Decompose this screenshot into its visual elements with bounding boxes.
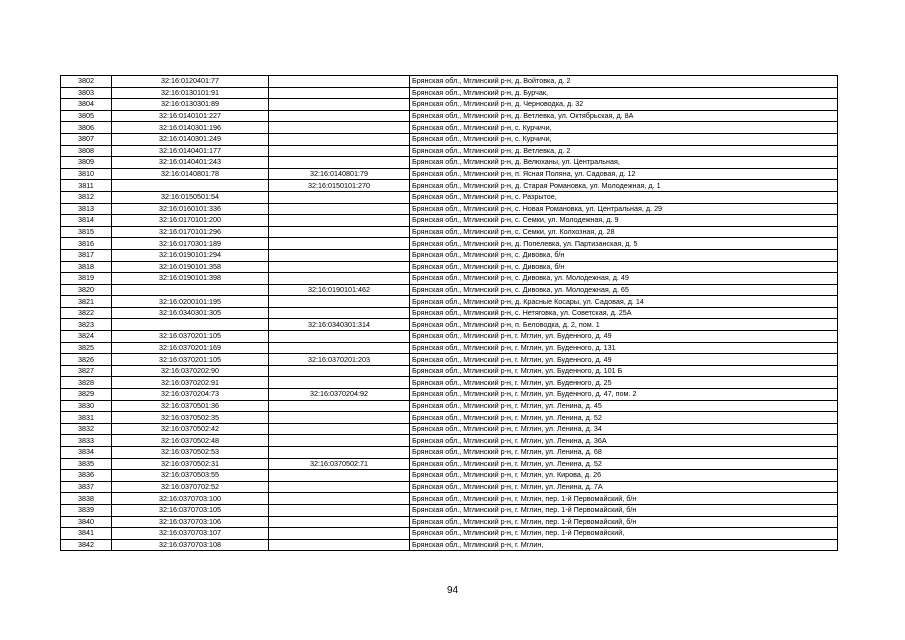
related-cadastral-number [269, 365, 410, 377]
related-cadastral-number: 32:16:0340301:314 [269, 319, 410, 331]
row-number: 3805 [61, 110, 112, 122]
cadastral-number: 32:16:0120401:77 [112, 76, 269, 88]
address-cell: Брянская обл., Мглинский р-н, г. Мглин, пер. 1-й Первомайский, б/н [410, 504, 838, 516]
row-number: 3812 [61, 191, 112, 203]
related-cadastral-number [269, 516, 410, 528]
address-cell: Брянская обл., Мглинский р-н, с. Разрытое, [410, 191, 838, 203]
cadastral-number: 32:16:0160101:336 [112, 203, 269, 215]
row-number: 3841 [61, 528, 112, 540]
cadastral-number: 32:16:0340301:305 [112, 307, 269, 319]
related-cadastral-number [269, 99, 410, 111]
address-cell: Брянская обл., Мглинский р-н, п. Беловодка, д. 2, пом. 1 [410, 319, 838, 331]
related-cadastral-number [269, 331, 410, 343]
address-cell: Брянская обл., Мглинский р-н, г. Мглин, ул. Ленина, д. 7А [410, 481, 838, 493]
table-row [61, 516, 838, 528]
cadastral-number: 32:16:0140801:78 [112, 168, 269, 180]
related-cadastral-number: 32:16:0370502:71 [269, 458, 410, 470]
address-cell: Брянская обл., Мглинский р-н, г. Мглин, ул. Ленина, д. 36А [410, 435, 838, 447]
row-number: 3823 [61, 319, 112, 331]
related-cadastral-number [269, 423, 410, 435]
cadastral-number: 32:16:0370501:36 [112, 400, 269, 412]
related-cadastral-number [269, 493, 410, 505]
cadastral-number: 32:16:0370201:105 [112, 331, 269, 343]
related-cadastral-number [269, 203, 410, 215]
row-number: 3815 [61, 226, 112, 238]
related-cadastral-number [269, 307, 410, 319]
row-number: 3842 [61, 539, 112, 551]
address-cell: Брянская обл., Мглинский р-н, г. Мглин, пер. 1-й Первомайский, б/н [410, 516, 838, 528]
row-number: 3830 [61, 400, 112, 412]
row-number: 3836 [61, 470, 112, 482]
address-cell: Брянская обл., Мглинский р-н, г. Мглин, ул. Буденного, д. 49 [410, 354, 838, 366]
related-cadastral-number [269, 261, 410, 273]
address-cell: Брянская обл., Мглинский р-н, г. Мглин, ул. Буденного, д. 101 Б [410, 365, 838, 377]
related-cadastral-number [269, 215, 410, 227]
row-number: 3825 [61, 342, 112, 354]
row-number: 3813 [61, 203, 112, 215]
row-number: 3838 [61, 493, 112, 505]
address-cell: Брянская обл., Мглинский р-н, д. Бурчак, [410, 87, 838, 99]
table-row [61, 215, 838, 227]
page-number: 94 [446, 585, 459, 596]
address-cell: Брянская обл., Мглинский р-н, г. Мглин, ул. Буденного, д. 47, пом. 2 [410, 389, 838, 401]
cadastral-number: 32:16:0200101:195 [112, 296, 269, 308]
table-row [61, 458, 838, 470]
address-cell: Брянская обл., Мглинский р-н, с. Новая Романовка, ул. Центральная, д. 29 [410, 203, 838, 215]
table-row [61, 87, 838, 99]
cadastral-number: 32:16:0140401:243 [112, 157, 269, 169]
cadastral-number: 32:16:0130301:89 [112, 99, 269, 111]
related-cadastral-number [269, 481, 410, 493]
address-cell: Брянская обл., Мглинский р-н, с. Семки, ул. Колхозная, д. 28 [410, 226, 838, 238]
cadastral-number: 32:16:0190101:398 [112, 273, 269, 285]
address-cell: Брянская обл., Мглинский р-н, д. Ветлевка, ул. Октябрьская, д. 8А [410, 110, 838, 122]
row-number: 3806 [61, 122, 112, 134]
related-cadastral-number [269, 470, 410, 482]
cadastral-number: 32:16:0370502:53 [112, 447, 269, 459]
row-number: 3802 [61, 76, 112, 88]
table-row [61, 354, 838, 366]
row-number: 3835 [61, 458, 112, 470]
table-row [61, 99, 838, 111]
row-number: 3807 [61, 133, 112, 145]
row-number: 3822 [61, 307, 112, 319]
address-cell: Брянская обл., Мглинский р-н, г. Мглин, ул. Буденного, д. 25 [410, 377, 838, 389]
cadastral-number [112, 180, 269, 192]
table-row [61, 389, 838, 401]
address-cell: Брянская обл., Мглинский р-н, г. Мглин, ул. Буденного, д. 49 [410, 331, 838, 343]
table-row [61, 400, 838, 412]
cadastral-number [112, 284, 269, 296]
cadastral-number: 32:16:0140301:196 [112, 122, 269, 134]
address-cell: Брянская обл., Мглинский р-н, г. Мглин, ул. Кирова, д. 26 [410, 470, 838, 482]
row-number: 3824 [61, 331, 112, 343]
address-cell: Брянская обл., Мглинский р-н, г. Мглин, ул. Ленина, д. 45 [410, 400, 838, 412]
cadastral-number [112, 319, 269, 331]
row-number: 3821 [61, 296, 112, 308]
address-cell: Брянская обл., Мглинский р-н, д. Старая Романовка, ул. Молодежная, д. 1 [410, 180, 838, 192]
row-number: 3829 [61, 389, 112, 401]
address-cell: Брянская обл., Мглинский р-н, с. Курчичи, [410, 133, 838, 145]
address-cell: Брянская обл., Мглинский р-н, г. Мглин, пер. 1-й Первомайский, [410, 528, 838, 540]
row-number: 3832 [61, 423, 112, 435]
address-cell: Брянская обл., Мглинский р-н, г. Мглин, ул. Ленина, д. 52 [410, 412, 838, 424]
table-row [61, 342, 838, 354]
related-cadastral-number [269, 296, 410, 308]
related-cadastral-number [269, 122, 410, 134]
cadastral-number: 32:16:0140401:177 [112, 145, 269, 157]
row-number: 3820 [61, 284, 112, 296]
address-cell: Брянская обл., Мглинский р-н, г. Мглин, ул. Ленина, д. 34 [410, 423, 838, 435]
table-row [61, 168, 838, 180]
row-number: 3837 [61, 481, 112, 493]
row-number: 3817 [61, 249, 112, 261]
cadastral-number: 32:16:0370202:90 [112, 365, 269, 377]
cadastral-number: 32:16:0170101:296 [112, 226, 269, 238]
address-cell: Брянская обл., Мглинский р-н, с. Дивовка, ул. Молодежная, д. 65 [410, 284, 838, 296]
row-number: 3827 [61, 365, 112, 377]
table-row [61, 470, 838, 482]
table-row [61, 110, 838, 122]
related-cadastral-number: 32:16:0190101:462 [269, 284, 410, 296]
table-row [61, 412, 838, 424]
table-row [61, 504, 838, 516]
related-cadastral-number [269, 400, 410, 412]
address-cell: Брянская обл., Мглинский р-н, д. Войтовка, д. 2 [410, 76, 838, 88]
cadastral-number: 32:16:0370202:91 [112, 377, 269, 389]
address-cell: Брянская обл., Мглинский р-н, п. Ясная Поляна, ул. Садовая, д. 12 [410, 168, 838, 180]
row-number: 3808 [61, 145, 112, 157]
table-row [61, 122, 838, 134]
related-cadastral-number [269, 528, 410, 540]
table-row [61, 133, 838, 145]
related-cadastral-number: 32:16:0370204:92 [269, 389, 410, 401]
cadastral-number: 32:16:0370703:106 [112, 516, 269, 528]
cadastral-number: 32:16:0370502:48 [112, 435, 269, 447]
table-row [61, 273, 838, 285]
table-row [61, 493, 838, 505]
table-row [61, 249, 838, 261]
row-number: 3809 [61, 157, 112, 169]
table-row [61, 296, 838, 308]
cadastral-number: 32:16:0370201:169 [112, 342, 269, 354]
row-number: 3828 [61, 377, 112, 389]
table-row [61, 539, 838, 551]
related-cadastral-number [269, 191, 410, 203]
row-number: 3840 [61, 516, 112, 528]
related-cadastral-number [269, 273, 410, 285]
related-cadastral-number [269, 110, 410, 122]
table-row [61, 180, 838, 192]
table-row [61, 481, 838, 493]
address-cell: Брянская обл., Мглинский р-н, г. Мглин, ул. Ленина, д. 68 [410, 447, 838, 459]
cadastral-number: 32:16:0370703:100 [112, 493, 269, 505]
related-cadastral-number [269, 342, 410, 354]
table-row [61, 145, 838, 157]
related-cadastral-number [269, 238, 410, 250]
cadastral-number: 32:16:0130101:91 [112, 87, 269, 99]
address-cell: Брянская обл., Мглинский р-н, с. Дивовка, б/н [410, 249, 838, 261]
related-cadastral-number [269, 157, 410, 169]
row-number: 3804 [61, 99, 112, 111]
address-cell: Брянская обл., Мглинский р-н, д. Ветлевка, д. 2 [410, 145, 838, 157]
related-cadastral-number [269, 504, 410, 516]
table-row [61, 377, 838, 389]
related-cadastral-number [269, 87, 410, 99]
cadastral-number: 32:16:0150501:54 [112, 191, 269, 203]
address-cell: Брянская обл., Мглинский р-н, г. Мглин, [410, 539, 838, 551]
row-number: 3811 [61, 180, 112, 192]
table-row [61, 319, 838, 331]
table-row [61, 238, 838, 250]
related-cadastral-number [269, 377, 410, 389]
row-number: 3810 [61, 168, 112, 180]
address-cell: Брянская обл., Мглинский р-н, с. Дивовка, ул. Молодежная, д. 49 [410, 273, 838, 285]
address-cell: Брянская обл., Мглинский р-н, с. Семки, ул. Молодежная, д. 9 [410, 215, 838, 227]
table-row [61, 76, 838, 88]
cadastral-number: 32:16:0190101:358 [112, 261, 269, 273]
address-cell: Брянская обл., Мглинский р-н, с. Нетяговка, ул. Советская, д. 25А [410, 307, 838, 319]
table-body [61, 76, 838, 551]
cadastral-number: 32:16:0370204:73 [112, 389, 269, 401]
related-cadastral-number: 32:16:0370201:203 [269, 354, 410, 366]
cadastral-number: 32:16:0190101:294 [112, 249, 269, 261]
table-row [61, 203, 838, 215]
table-row [61, 447, 838, 459]
row-number: 3826 [61, 354, 112, 366]
table-row [61, 435, 838, 447]
table-row [61, 261, 838, 273]
table-row [61, 307, 838, 319]
cadastral-number: 32:16:0140101:227 [112, 110, 269, 122]
table-row [61, 191, 838, 203]
address-cell: Брянская обл., Мглинский р-н, г. Мглин, ул. Ленина, д. 52 [410, 458, 838, 470]
table-row [61, 284, 838, 296]
table-row [61, 331, 838, 343]
cadastral-number: 32:16:0370703:105 [112, 504, 269, 516]
table-row [61, 157, 838, 169]
row-number: 3819 [61, 273, 112, 285]
cadastral-number: 32:16:0370703:107 [112, 528, 269, 540]
address-cell: Брянская обл., Мглинский р-н, г. Мглин, пер. 1-й Первомайский, б/н [410, 493, 838, 505]
address-cell: Брянская обл., Мглинский р-н, с. Дивовка, б/н [410, 261, 838, 273]
related-cadastral-number [269, 447, 410, 459]
row-number: 3803 [61, 87, 112, 99]
row-number: 3833 [61, 435, 112, 447]
address-cell: Брянская обл., Мглинский р-н, д. Попелевка, ул. Партизанская, д. 5 [410, 238, 838, 250]
related-cadastral-number [269, 249, 410, 261]
table-row [61, 528, 838, 540]
cadastral-number: 32:16:0370503:55 [112, 470, 269, 482]
address-cell: Брянская обл., Мглинский р-н, д. Черноводка, д. 32 [410, 99, 838, 111]
related-cadastral-number [269, 145, 410, 157]
table-row [61, 423, 838, 435]
row-number: 3816 [61, 238, 112, 250]
related-cadastral-number [269, 133, 410, 145]
related-cadastral-number: 32:16:0150101:270 [269, 180, 410, 192]
address-cell: Брянская обл., Мглинский р-н, г. Мглин, ул. Буденного, д. 131 [410, 342, 838, 354]
address-cell: Брянская обл., Мглинский р-н, с. Курчичи, [410, 122, 838, 134]
table-row [61, 226, 838, 238]
related-cadastral-number [269, 412, 410, 424]
cadastral-number: 32:16:0170301:189 [112, 238, 269, 250]
row-number: 3834 [61, 447, 112, 459]
cadastral-number: 32:16:0370502:31 [112, 458, 269, 470]
related-cadastral-number: 32:16:0140801:79 [269, 168, 410, 180]
row-number: 3831 [61, 412, 112, 424]
related-cadastral-number [269, 76, 410, 88]
cadastral-number: 32:16:0170101:200 [112, 215, 269, 227]
address-cell: Брянская обл., Мглинский р-н, д. Красные Косары, ул. Садовая, д. 14 [410, 296, 838, 308]
cadastral-number: 32:16:0370502:35 [112, 412, 269, 424]
row-number: 3839 [61, 504, 112, 516]
cadastral-number: 32:16:0140301:249 [112, 133, 269, 145]
related-cadastral-number [269, 539, 410, 551]
cadastral-number: 32:16:0370702:52 [112, 481, 269, 493]
address-cell: Брянская обл., Мглинский р-н, д. Велюханы, ул. Центральная, [410, 157, 838, 169]
row-number: 3814 [61, 215, 112, 227]
cadastral-number: 32:16:0370703:108 [112, 539, 269, 551]
row-number: 3818 [61, 261, 112, 273]
cadastral-number: 32:16:0370502:42 [112, 423, 269, 435]
property-table [60, 75, 838, 551]
related-cadastral-number [269, 226, 410, 238]
table-row [61, 365, 838, 377]
cadastral-number: 32:16:0370201:105 [112, 354, 269, 366]
related-cadastral-number [269, 435, 410, 447]
